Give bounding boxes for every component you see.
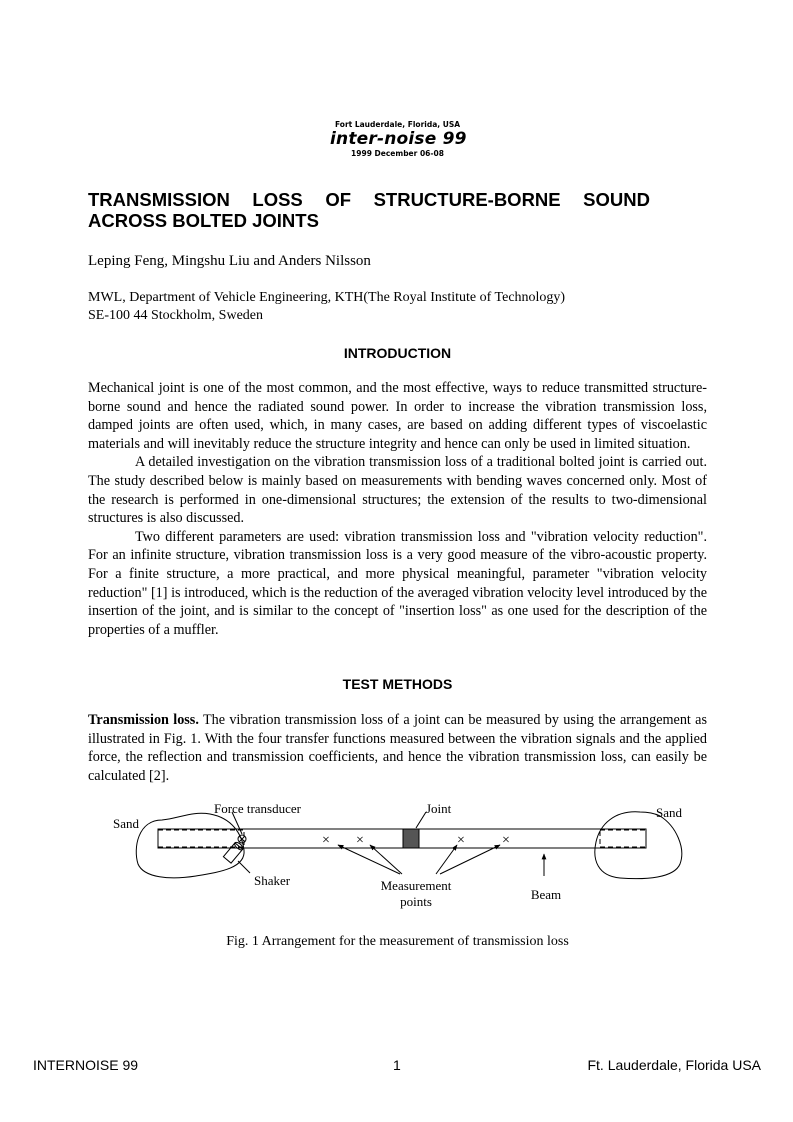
section-heading-test-methods: TEST METHODS	[342, 676, 453, 692]
conference-logo	[330, 120, 465, 159]
label-shaker: Shaker	[254, 873, 291, 888]
footer-page-number: 1	[393, 1057, 401, 1073]
logo-name: inter-noise 99	[330, 129, 467, 149]
measurement-point-2: ×	[356, 833, 364, 848]
joint-leader	[416, 812, 426, 828]
logo-dates: 1999 December 06-08	[351, 149, 444, 158]
measurement-arrow-4	[440, 845, 500, 874]
introduction-paragraph-1: Mechanical joint is one of the most common, and the most effective, ways to reduce transmitted structure-borne sound and hence the radiated sound power. In order to increase the vibration transmission loss, damped joints are often used, which, in many cases, are based on adding different types of viscoelastic materials and will inevitably reduce the structure integrity and hence can only be used in limited situation.	[88, 380, 707, 452]
sand-left-embedded-beam	[158, 830, 244, 847]
introduction-body	[88, 379, 707, 639]
figure-1-caption: Fig. 1 Arrangement for the measurement of transmission loss	[226, 934, 569, 949]
label-measurement-line-2: points	[400, 894, 432, 909]
footer-conference: INTERNOISE 99	[33, 1057, 139, 1073]
affiliation-line-2: SE-100 44 Stockholm, Sweden	[88, 308, 263, 323]
transmission-loss-lead: Transmission loss.	[88, 712, 199, 728]
measurement-point-4: ×	[502, 833, 510, 848]
label-sand-left: Sand	[113, 816, 139, 831]
section-heading-introduction: INTRODUCTION	[343, 345, 452, 361]
measurement-arrow-1	[338, 845, 400, 874]
label-measurement-line-1: Measurement	[380, 878, 452, 893]
measurement-arrow-3	[436, 845, 457, 874]
label-beam: Beam	[530, 887, 562, 902]
transmission-loss-text: The vibration transmission loss of a joint can be measured by using the arrangement as illustrated in Fig. 1. With the four transfer functions measured between the vibration signals and the applied force, the reflection and transmission coefficients, and hence the vibration transmission loss, can easily be calculated [2].	[88, 712, 707, 784]
beam-outline	[158, 829, 646, 848]
sand-right-embedded-beam	[600, 830, 646, 847]
measurement-point-3: ×	[457, 833, 465, 848]
sand-left-shape	[136, 813, 244, 878]
sand-right-shape	[595, 812, 682, 879]
introduction-paragraph-2: A detailed investigation on the vibration transmission loss of a traditional bolted joint is carried out. The study described below is mainly based on measurements with bending waves concerned only. Most of the research is performed in one-dimensional structures; the extension of the results to two-dimensional structures is also discussed.	[88, 454, 707, 527]
shaker-leader	[238, 861, 250, 873]
paper-title: TRANSMISSION LOSS OF STRUCTURE-BORNE SOUND ACROSS BOLTED JOINTS	[88, 189, 650, 231]
introduction-paragraph-3: Two different parameters are used: vibration transmission loss and "vibration velocity reduction". For an infinite structure, vibration transmission loss is a very good measure of the vibro-acoustic property. For a finite structure, a more practical, and more physical meaningful, parameter "vibration velocity reduction" [1] is introduced, which is the reduction of the averaged vibration velocity level introduced by the insertion of the joint, and is similar to the concept of "insertion loss" as one used for the description of the properties of a muffler.	[88, 528, 707, 638]
label-joint: Joint	[426, 801, 452, 816]
test-methods-body	[88, 711, 707, 785]
affiliation	[88, 289, 565, 325]
measurement-point-1: ×	[322, 833, 330, 848]
test-methods-paragraph-1	[88, 711, 707, 785]
logo-location: Fort Lauderdale, Florida, USA	[334, 120, 461, 129]
authors: Leping Feng, Mingshu Liu and Anders Nilsson	[88, 253, 371, 269]
measurement-arrow-2	[370, 845, 402, 874]
label-force-transducer: Force transducer	[214, 801, 301, 816]
label-sand-right: Sand	[656, 805, 682, 820]
joint-block	[403, 829, 419, 848]
figure-1-diagram	[100, 798, 700, 914]
footer-location: Ft. Lauderdale, Florida USA	[587, 1057, 761, 1073]
affiliation-line-1: MWL, Department of Vehicle Engineering, KTH(The Royal Institute of Technology)	[88, 290, 566, 305]
